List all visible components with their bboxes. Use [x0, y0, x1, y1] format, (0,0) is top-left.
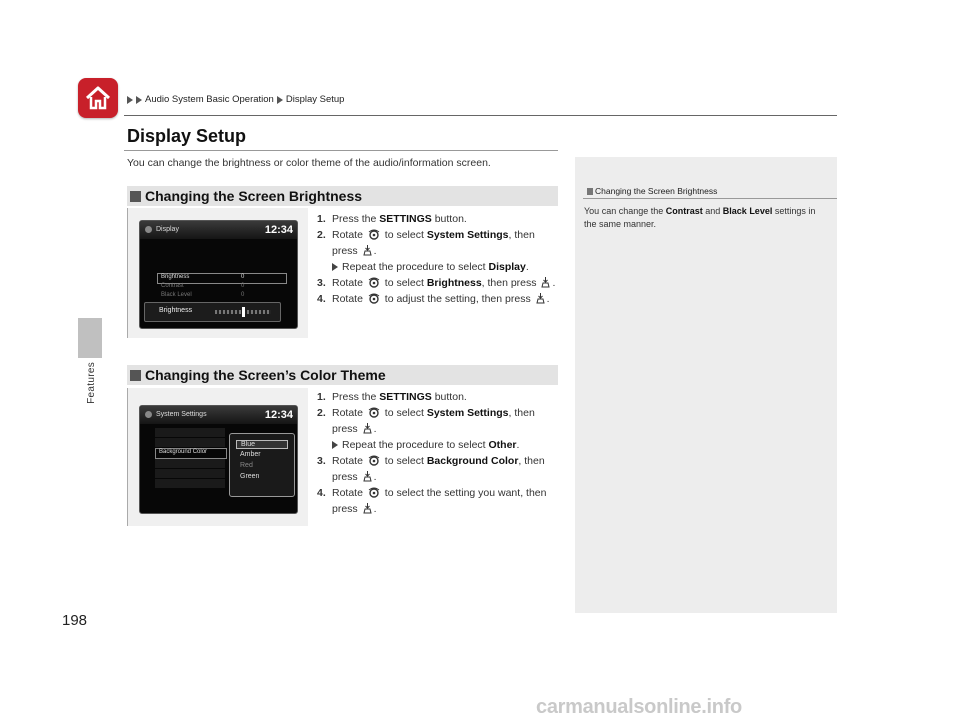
- screen-row: [155, 459, 225, 468]
- note-text-part: and: [702, 206, 723, 216]
- step-4: [317, 291, 560, 307]
- substep-arrow-icon: [332, 263, 338, 271]
- step-text: to select: [381, 229, 427, 241]
- note-text-part: You can change the: [584, 206, 666, 216]
- step-text: Rotate: [332, 455, 366, 467]
- screen-clock: 12:34: [264, 409, 293, 421]
- section-heading-color-theme: [127, 365, 558, 385]
- home-icon: [84, 85, 112, 111]
- menu-item-name: Brightness: [426, 277, 482, 289]
- breadcrumb-arrow-icon: [277, 96, 283, 104]
- breadcrumb: [127, 94, 344, 105]
- section-heading-text: Changing the Screen’s Color Theme: [145, 367, 386, 383]
- step-text: Rotate: [332, 229, 366, 241]
- step-text: Repeat the procedure to select: [342, 439, 489, 451]
- step-number: 4.: [317, 487, 326, 499]
- step-text: to select: [381, 407, 427, 419]
- step-text: to select: [381, 455, 427, 467]
- note-bold-term: Black Level: [722, 206, 773, 216]
- color-option-blue: Blue: [236, 440, 288, 449]
- screen-title: System Settings: [156, 411, 207, 418]
- watermark: carmanualsonline.info: [536, 696, 742, 718]
- step-text: , then press: [481, 277, 540, 289]
- step-text: Rotate: [332, 487, 366, 499]
- press-knob-icon: [535, 292, 546, 304]
- brightness-screenshot: [127, 208, 308, 338]
- screen-clock: 12:34: [264, 224, 293, 236]
- press-knob-icon: [540, 276, 551, 288]
- step-2-substep: [317, 437, 560, 453]
- section-tab-label: Features: [86, 362, 97, 404]
- step-2: [317, 227, 560, 259]
- step-number: 4.: [317, 293, 326, 305]
- step-number: 3.: [317, 277, 326, 289]
- step-text: .: [373, 245, 377, 257]
- page-title: Display Setup: [127, 126, 247, 146]
- selector-knob-icon: [368, 277, 380, 288]
- settings-button-name: SETTINGS: [379, 213, 432, 225]
- step-number: 2.: [317, 229, 326, 241]
- step-text: Rotate: [332, 277, 366, 289]
- section-heading-brightness: [127, 186, 558, 206]
- step-1: [317, 389, 560, 405]
- row-label: Black Level: [161, 292, 192, 298]
- step-text: Press the: [332, 391, 380, 403]
- screen-row-background-color: [155, 448, 227, 459]
- step-2: [317, 405, 560, 437]
- press-knob-icon: [362, 502, 373, 514]
- row-label: Contrast: [161, 283, 184, 289]
- press-knob-icon: [362, 244, 373, 256]
- step-text: Press the: [332, 213, 380, 225]
- step-text: to adjust the setting, then press: [381, 293, 534, 305]
- note-marker-icon: [587, 188, 593, 195]
- step-text: button.: [431, 391, 467, 403]
- step-number: 1.: [317, 391, 326, 403]
- step-3: [317, 275, 560, 291]
- row-value: 0: [241, 283, 245, 289]
- title-rule: [124, 150, 558, 151]
- step-4: [317, 485, 560, 517]
- step-number: 3.: [317, 455, 326, 467]
- screen-row: [155, 438, 225, 447]
- header-rule: [124, 115, 837, 116]
- step-number: 1.: [317, 213, 326, 225]
- row-label: Brightness: [161, 274, 190, 280]
- row-value: 0: [241, 274, 245, 280]
- color-theme-steps: [317, 389, 560, 517]
- side-note-title: Changing the Screen Brightness: [595, 186, 718, 196]
- breadcrumb-link-audio-system[interactable]: Audio System Basic Operation: [145, 94, 274, 105]
- system-settings-screen: [139, 405, 298, 514]
- home-button[interactable]: [78, 78, 118, 118]
- breadcrumb-arrow-icon: [136, 96, 142, 104]
- step-text: .: [373, 423, 377, 435]
- screen-row: [155, 479, 225, 488]
- section-tab-marker: [78, 318, 102, 358]
- substep-arrow-icon: [332, 441, 338, 449]
- step-2-substep: [317, 259, 560, 275]
- intro-text: You can change the brightness or color theme of the audio/information screen.: [127, 157, 491, 169]
- selector-knob-icon: [368, 455, 380, 466]
- menu-item-name: Display: [488, 261, 526, 273]
- press-knob-icon: [362, 470, 373, 482]
- step-1: [317, 211, 560, 227]
- screen-row: [155, 469, 225, 478]
- display-settings-screen: [139, 220, 298, 329]
- step-text: , then press: [332, 229, 535, 257]
- step-text: to select the setting you want, then press: [332, 487, 547, 515]
- screen-menu-icon: [145, 411, 152, 418]
- section-heading-text: Changing the Screen Brightness: [145, 188, 363, 204]
- color-option-green: Green: [240, 473, 260, 480]
- screen-row-contrast: [157, 283, 285, 292]
- brightness-steps: [317, 211, 560, 307]
- menu-item-name: Other: [488, 439, 517, 451]
- selector-knob-icon: [368, 407, 380, 418]
- step-text: button.: [431, 213, 467, 225]
- section-square-icon: [130, 191, 141, 202]
- step-text: to select: [381, 277, 427, 289]
- color-option-red: Red: [240, 462, 253, 469]
- step-number: 2.: [317, 407, 326, 419]
- step-text: .: [546, 293, 550, 305]
- step-text: Repeat the procedure to select: [342, 261, 489, 273]
- brightness-slider-bar: [144, 302, 281, 322]
- brightness-slider: [215, 310, 271, 314]
- settings-button-name: SETTINGS: [379, 391, 432, 403]
- note-bold-term: Contrast: [665, 206, 703, 216]
- color-options-popup: [229, 433, 295, 497]
- side-note-rule: [583, 198, 837, 199]
- row-value: 0: [241, 292, 245, 298]
- brightness-slider-knob: [242, 307, 245, 317]
- side-note-text: [584, 205, 824, 231]
- step-text: .: [516, 439, 520, 451]
- row-label: Background Color: [159, 449, 208, 455]
- selector-knob-icon: [368, 293, 380, 304]
- step-3: [317, 453, 560, 485]
- breadcrumb-arrow-icon: [127, 96, 133, 104]
- breadcrumb-current[interactable]: Display Setup: [285, 94, 345, 105]
- selector-knob-icon: [368, 487, 380, 498]
- color-option-amber: Amber: [240, 451, 261, 458]
- step-text: Rotate: [332, 293, 366, 305]
- press-knob-icon: [362, 422, 373, 434]
- screen-menu-icon: [145, 226, 152, 233]
- menu-item-name: System Settings: [426, 229, 509, 241]
- section-square-icon: [130, 370, 141, 381]
- screen-title: Display: [156, 226, 179, 233]
- page-number: 198: [62, 612, 88, 629]
- step-text: .: [373, 503, 377, 515]
- step-text: .: [552, 277, 556, 289]
- screen-row: [155, 428, 225, 437]
- color-theme-screenshot: [127, 388, 308, 526]
- selector-knob-icon: [368, 229, 380, 240]
- step-text: .: [373, 471, 377, 483]
- note-text-part: settings in the same manner.: [584, 206, 816, 229]
- step-text: , then press: [332, 407, 535, 435]
- screen-row-black-level: [157, 292, 285, 301]
- brightness-slider-label: Brightness: [159, 307, 193, 314]
- step-text: , then press: [332, 455, 545, 483]
- step-text: Rotate: [332, 407, 366, 419]
- menu-item-name: System Settings: [426, 407, 509, 419]
- menu-item-name: Background Color: [426, 455, 519, 467]
- step-text: .: [525, 261, 529, 273]
- side-note-heading: [587, 186, 717, 196]
